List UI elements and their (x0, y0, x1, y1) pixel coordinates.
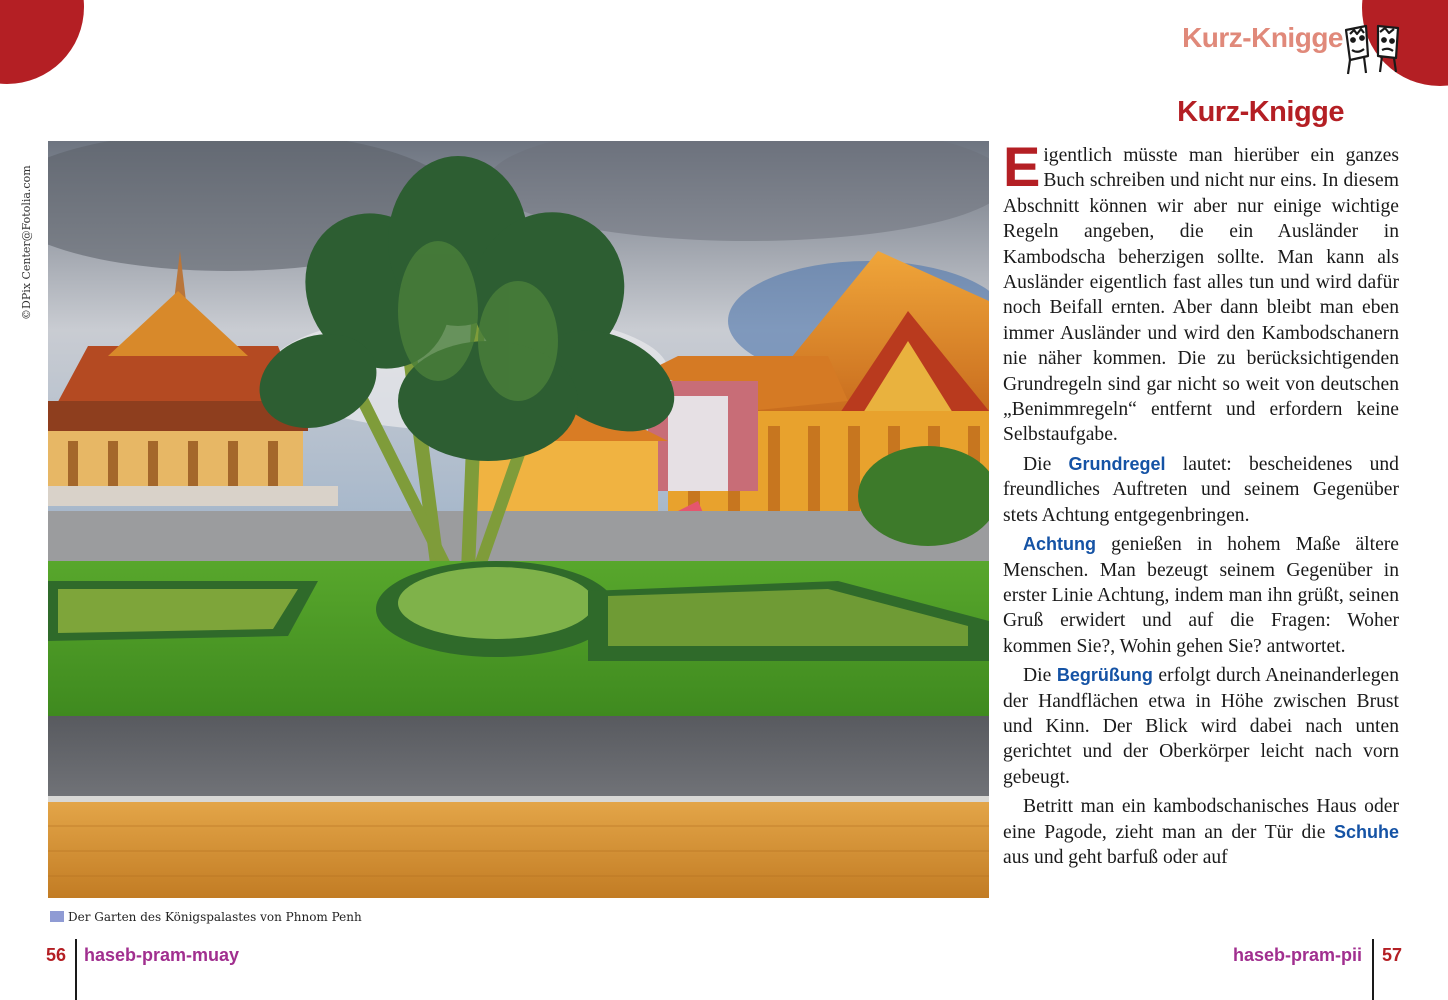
paragraph-begruessung: Die Begrüßung erfolgt durch Aneinanderlegen der Handflächen etwa in Höhe zwischen Brust und Kinn. Der Blick wird dabei nach unten gerichtet und der Oberkörper leicht nach vorn gebeugt. (1003, 665, 1399, 788)
keyword-achtung: Achtung (1023, 534, 1096, 555)
drop-cap: E (1003, 135, 1041, 198)
footer-title-left: haseb-pram-muay (84, 945, 240, 965)
paragraph-intro: Eigentlich müsste man hierüber ein ganzes Buch schreiben und nicht nur eins. In diesem Abschnitt können wir aber nur einige wichtige Regeln angeben, die ein Ausländer in Kambodscha beherzigen sollte. Man kann als Ausländer eigentlich fast alles tun und wird dafür noch Beifall ernten. Aber dann bleibt man eben immer Ausländer und wird den Kambodschanern nie näher kommen. Die zu berücksichtigenden Grundregeln sind gar nicht so weit von deutschen „Benimmregeln“ entfernt und erfordern keine Selbstaufgabe. (1003, 135, 1399, 446)
keyword-grundregel: Grundregel (1068, 453, 1166, 474)
running-header: Kurz-Knigge (1182, 22, 1343, 53)
caption-marker (50, 911, 64, 922)
footer-divider-left (75, 939, 77, 1000)
palace-garden-photo (48, 141, 989, 898)
page-number-right: 57 (1382, 945, 1403, 965)
footer-title-right: haseb-pram-pii (1233, 945, 1363, 965)
section-title: Kurz-Knigge (1177, 96, 1344, 128)
paragraph-schuhe: Betritt man ein kambodschanisches Haus oder eine Pagode, zieht man an der Tür die Schuhe aus und geht barfuß oder auf (1003, 796, 1399, 868)
corner-decoration-left (0, 0, 84, 84)
keyword-schuhe: Schuhe (1333, 821, 1399, 842)
photo-credit: ©DPix Center@Fotolia.com (20, 165, 33, 320)
article-body (1003, 135, 1399, 870)
paragraph-grundregel: Die Grundregel lautet: bescheidenes und freundliches Auftreten und seinem Gegenüber stets Achtung entgegenbringen. (1003, 453, 1399, 526)
photo-caption: Der Garten des Königspalastes von Phnom Penh (68, 910, 362, 924)
paragraph-achtung: Achtung genießen in hohem Maße ältere Menschen. Man bezeugt seinem Gegenüber in erster Linie Achtung, indem man ihn grüßt, seinen Gruß erwidert und auf die Fragen: Woher kommen Sie?, Wohin gehen Sie? antwortet. (1003, 534, 1399, 657)
two-faces-icon (1338, 16, 1410, 80)
keyword-begruessung: Begrüßung (1056, 665, 1153, 686)
footer-divider-right (1372, 939, 1374, 1000)
page-number-left: 56 (46, 945, 67, 965)
